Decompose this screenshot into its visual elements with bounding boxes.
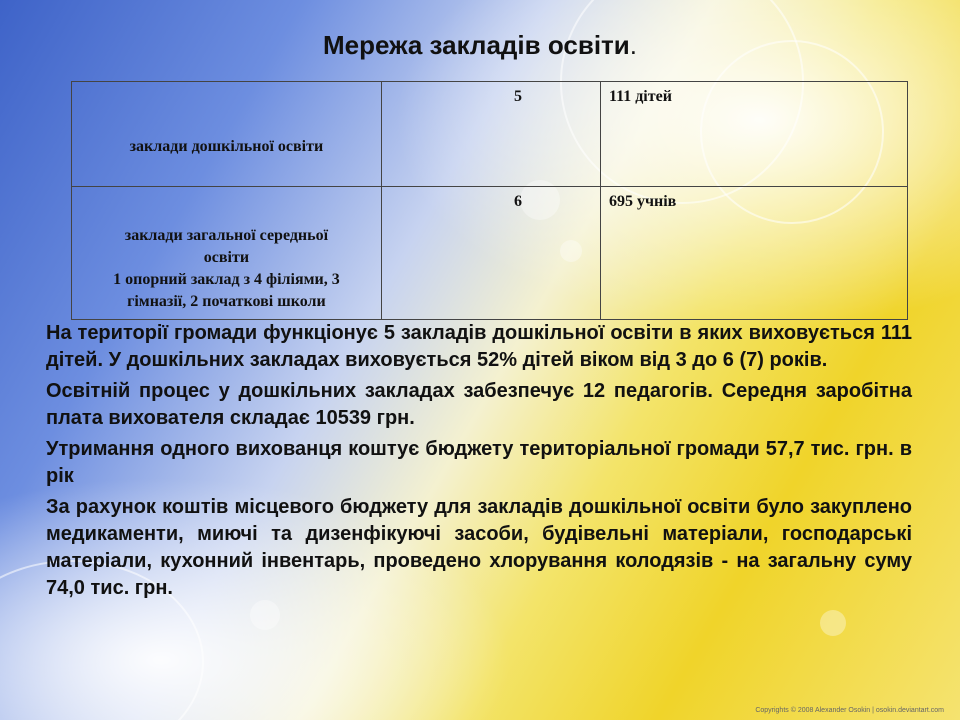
institution-count-cell: 6 xyxy=(381,187,600,320)
table-row xyxy=(72,187,908,320)
copyright-note: Copyrights © 2008 Alexander Osokin | osokin.deviantart.com xyxy=(755,707,944,714)
slide-title: Мережа закладів освіти. xyxy=(323,30,637,60)
decorative-bubble xyxy=(820,610,846,636)
paragraph: За рахунок коштів місцевого бюджету для закладів дошкільної освіти було закуплено медикаменти, миючі та дизенфікуючі засоби, будівельні матеріали, господарські матеріали, кухонний інвентарь, проведено хлорування колодязів - на загальну суму 74,0 тис. грн. xyxy=(46,496,912,599)
paragraph: Утримання одного вихованця коштує бюджету територіальної громади 57,7 тис. грн. в рік xyxy=(46,438,912,487)
institution-type-cell: заклади дошкільної освіти xyxy=(72,82,382,187)
institution-type-cell: заклади загальної середньої освіти 1 опорний заклад з 4 філіями, 3 гімназії, 2 початкові школи xyxy=(72,187,382,320)
institutions-table xyxy=(71,81,908,320)
students-count-cell: 695 учнів xyxy=(600,187,907,320)
children-count-cell: 111 дітей xyxy=(600,82,907,187)
paragraph: На території громади функціонує 5 закладів дошкільної освіти в яких виховується 111 дітей. У дошкільних закладах виховується 52% дітей віком від 3 до 6 (7) років. xyxy=(46,322,912,371)
body-text xyxy=(46,320,912,606)
institution-count-cell: 5 xyxy=(381,82,600,187)
table-row xyxy=(72,82,908,187)
paragraph: Освітній процес у дошкільних закладах забезпечує 12 педагогів. Середня заробітна плата вихователя складає 10539 грн. xyxy=(46,380,912,429)
